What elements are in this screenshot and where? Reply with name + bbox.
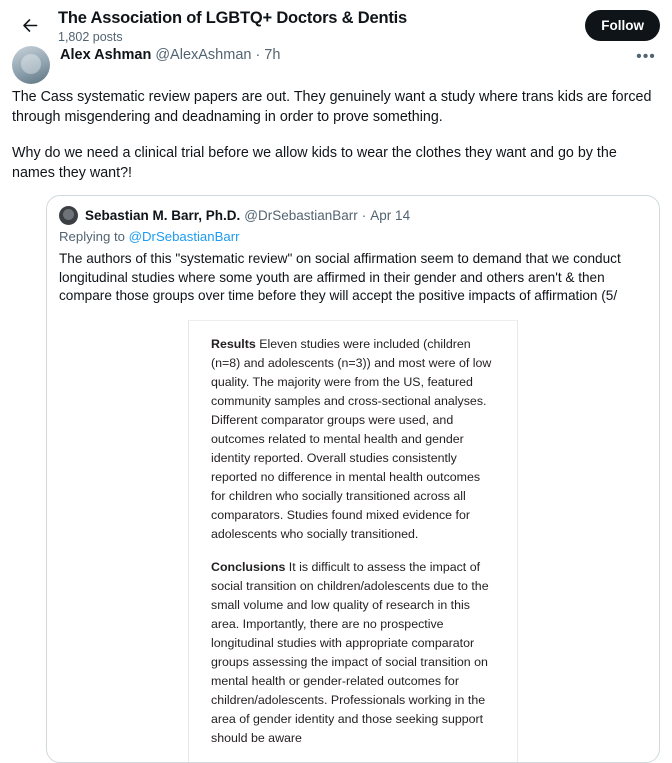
header-titles (58, 6, 585, 45)
quoted-author-handle[interactable]: @DrSebastianBarr (244, 208, 358, 223)
document-results-label: Results (211, 336, 256, 351)
author-display-name[interactable]: Alex Ashman (60, 47, 152, 63)
quoted-separator-dot: · (361, 208, 367, 223)
tweet-header (12, 46, 660, 84)
quoted-tweet-body (47, 196, 659, 306)
post-count: 1,802 posts (58, 30, 123, 44)
quoted-tweet-card[interactable] (46, 195, 660, 763)
replying-to-prefix: Replying to (59, 229, 129, 244)
back-button[interactable] (12, 8, 46, 42)
separator-dot: · (255, 47, 261, 63)
page-header (0, 0, 672, 44)
quoted-tweet-media[interactable] (47, 320, 659, 762)
more-options-icon[interactable]: ••• (636, 48, 656, 65)
quoted-author-row (59, 206, 647, 225)
author-handle[interactable]: @AlexAshman (155, 47, 252, 63)
document-conclusions-label: Conclusions (211, 559, 286, 574)
document-results-text: Eleven studies were included (children (n=8) and adolescents (n=3)) and most were of low quality. The majority were from the US, featured community samples and cross-sectional analyses. Different comparator groups were used, and outcomes related to mental health and gender identity reported. Overall studies consistently reported no difference in mental health outcomes for children who socially transitioned across all comparators. Studies found mixed evidence for adolescents who socially transitioned. (211, 336, 492, 541)
replying-to-mention[interactable]: @DrSebastianBarr (128, 229, 240, 244)
tweet-text (12, 88, 660, 183)
main-tweet (0, 44, 672, 183)
quoted-tweet-text: The authors of this "systematic review" on social affirmation seem to demand that we conduct longitudinal studies where some youth are affirmed in their gender and others aren't & then compare those groups over time before they will accept the positive impacts of affirmation (5/ (59, 251, 621, 304)
document-conclusions-text: It is difficult to assess the impact of social transition on children/adolescents due to the small volume and low quality of research in this area. Importantly, there are no prospective longitudinal studies with appropriate comparator groups assessing the impact of social transition on mental health or gender-related outcomes for children/adolescents. Professionals working in the area of gender identity and those seeking support should be aware (211, 559, 489, 745)
follow-button[interactable]: Follow (585, 10, 660, 41)
avatar[interactable] (12, 46, 50, 84)
quoted-timestamp[interactable]: Apr 14 (370, 208, 411, 223)
tweet-timestamp[interactable]: 7h (264, 47, 281, 63)
replying-to-line (59, 229, 647, 244)
document-conclusions-paragraph (211, 558, 495, 748)
tweet-paragraph-2: Why do we need a clinical trial before we allow kids to wear the clothes they want and go by the names they want?! (12, 145, 617, 181)
tweet-paragraph-1: The Cass systematic review papers are out. They genuinely want a study where trans kids are forced through misgendering and deadnaming in order to prove something. (12, 89, 652, 125)
document-image (188, 320, 518, 762)
author-row (60, 46, 632, 63)
arrow-left-icon (20, 16, 39, 35)
document-results-paragraph (211, 335, 495, 544)
page-title: The Association of LGBTQ+ Doctors & Dentis (58, 9, 407, 27)
quoted-avatar[interactable] (59, 206, 78, 225)
quoted-author-display-name[interactable]: Sebastian M. Barr, Ph.D. (85, 208, 241, 223)
